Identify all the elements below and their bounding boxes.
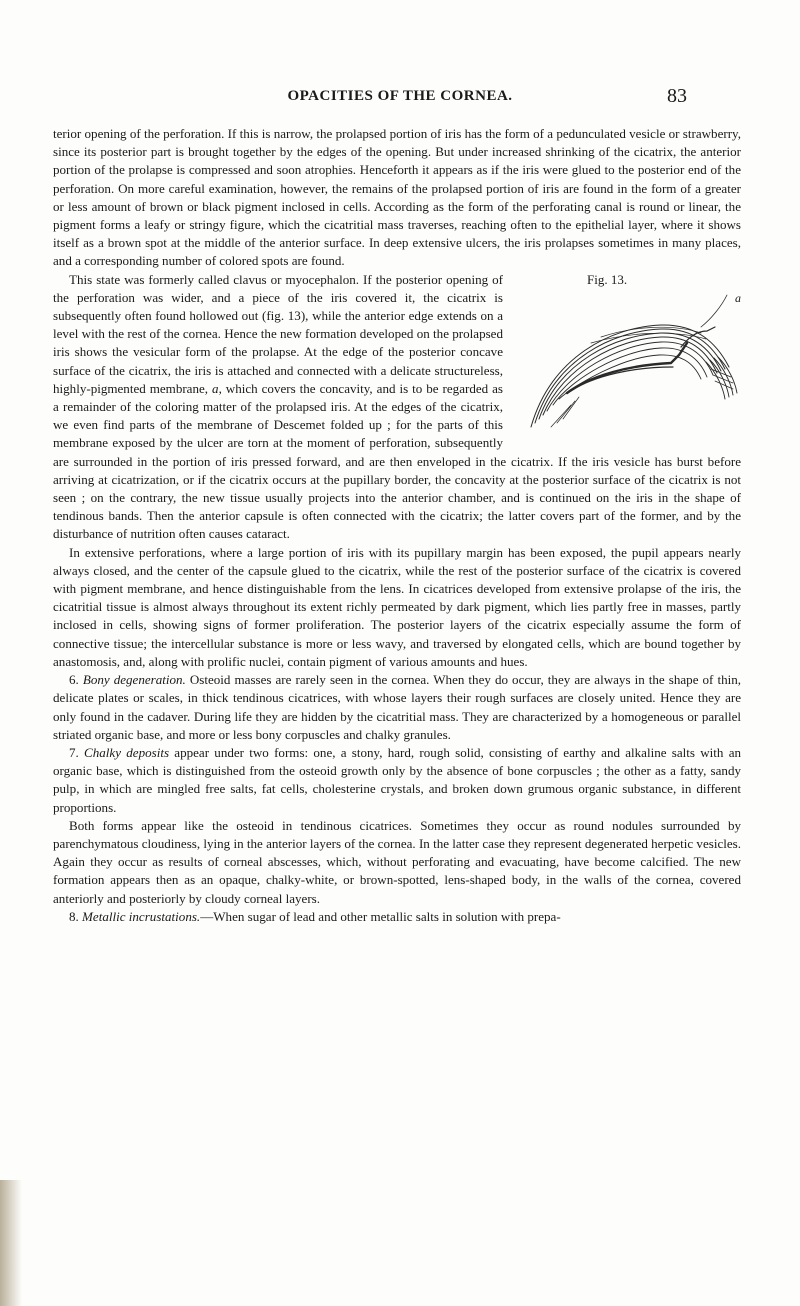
body-text — [53, 125, 741, 926]
cicatrix-illustration — [511, 287, 747, 447]
clavus-text-after: , which covers the concavity, and is to be regarded as a remainder of the coloring matter of the prolapsed iris. At the edges of the cicatrix, we even find parts of the membrane of Descemet folded up ; for the parts of this membrane exposed by the ulcer are torn at the moment of perforation, subsequently are surrounded in the portion of iris pressed forward, and are then enveloped in the cicatrix. If the iris vesicle has burst before arriving at cicatrization, or if the cicatrix occurs at the pupillary border, the concavity at the posterior surface of the cicatrix is not seen ; on the contrary, the new tissue usually projects into the anterior chamber, and is continued on the iris in the shape of tendinous bands. Then the anterior capsule is often connected with the cicatrix; the latter covers part of the former, and by the disturbance of nutrition often causes cataract. — [53, 380, 741, 542]
paragraph-continued: terior opening of the perforation. If this is narrow, the prolapsed portion of iris has the form of a pedunculated vesicle or strawberry, since its posterior part is brought together by the edges of the opening. But under increased shrinking of the cicatrix, the anterior portion of the prolapse is compressed and soon atrophies. Henceforth it appears as if the iris were glued to the posterior end of the perforation. On more careful examination, however, the remains of the prolapsed portion of iris are found in the form of a greater or less amount of brown or black pigment inclosed in cells. According as the form of the perforating canal is round or linear, the pigment forms a leafy or stringy figure, which the cicatritial mass traverses, reaching often to the epithelial layer, where it shows itself as a brown spot at the middle of the anterior surface. In deep extensive ulcers, the iris prolapses sometimes in many places, and a corresponding number of colored spots are found. — [53, 126, 741, 269]
clavus-text-before: This state was formerly called clavus or myocephalon. If the posterior opening of the perforation was wider, and a piece of the iris covered it, the cicatrix is subsequently often found hollowed out (fig. 13), while the anterior edge extends on a level with the rest of the cornea. Hence the new formation developed on the prolapsed iris shows the vesicular form of the prolapse. At the edge of the posterior concave surface of the cicatrix, the iris is attached and connected with a delicate structureless, highly-pigmented membrane, — [53, 271, 503, 396]
section-number-7: 7. — [69, 744, 85, 760]
paragraph-perforations: In extensive perforations, where a large portion of iris with its pupillary margin has been exposed, the pupil appears nearly always closed, and the center of the capsule glued to the cicatrix, while the rest of the posterior surface of the cicatrix is covered with pigment membrane, and hence distinguishable from the lens. In cicatrices developed from extensive prolapse of the iris, the cicatritial tissue is almost always throughout its extent richly permeated by dark pigment, which lies partly free in masses, partly inclosed in cells, showing signs of former proliferation. The posterior layers of the cicatrix especially assume the form of connective tissue; the intercellular substance is more or less wavy, and traversed by elongated cells, which are bound together by anastomosis, and, along with prolific nuclei, contain pigment of various amounts and hues. — [53, 544, 741, 669]
section-number-8: 8. — [69, 908, 83, 924]
membrane-label-a: a — [212, 380, 219, 396]
running-title: OPACITIES OF THE CORNEA. — [287, 88, 513, 104]
paragraph-bony — [53, 671, 741, 744]
chalky-text: appear under two forms: one, a stony, hard, rough solid, consisting of earthy and alkaline salts with an organic base, which is distinguished from the osteoid growth only by the absence of bone corpuscles ; the other as a fatty, sandy pulp, in which are mingled free salts, fat cells, cholesterine crystals, and broken down grumous organic substance, in different proportions. — [53, 744, 742, 815]
section-title-chalky: Chalky deposits — [84, 744, 170, 760]
section-title-bony: Bony degeneration. — [82, 672, 186, 688]
figure-13 — [511, 273, 747, 447]
running-head — [0, 85, 800, 108]
metallic-text: —When sugar of lead and other metallic salts in solution with prepa- — [200, 908, 561, 924]
bony-text: Osteoid masses are rarely seen in the cornea. When they do occur, they are always in the shape of thin, delicate plates or scales, in thick tendinous cicatrices, with whose layers their rough surfaces are closely united. Hence they are only found in the cadaver. During life they are hidden by the cicatritial mass. They are characterized by a homogeneous or parallel striated organic base, and more or less bony corpuscles and chalky granules. — [53, 672, 742, 742]
page-edge-shadow — [0, 1180, 22, 1306]
paragraph-clavus — [53, 271, 741, 544]
figure-letter-a: a — [735, 290, 741, 305]
paragraph-metallic — [53, 908, 741, 926]
page-number: 83 — [667, 85, 687, 107]
paragraph-chalky — [53, 744, 741, 817]
section-number-6: 6. — [69, 672, 83, 688]
figure-label: Fig. 13. — [587, 271, 628, 287]
section-title-metallic: Metallic incrustations. — [82, 908, 201, 924]
paragraph-both-forms: Both forms appear like the osteoid in tendinous cicatrices. Sometimes they occur as round nodules surrounded by parenchymatous cloudiness, lying in the anterior layers of the cornea. In the latter case they represent degenerated herpetic vesicles. Again they occur as results of corneal abscesses, which, without perforating and evacuating, have become calcified. The new formation appears then as an opaque, chalky-white, or brown-spotted, lens-shaped body, in the walls of the cornea, covered anteriorly and posteriorly by cloudy corneal layers. — [53, 817, 741, 906]
